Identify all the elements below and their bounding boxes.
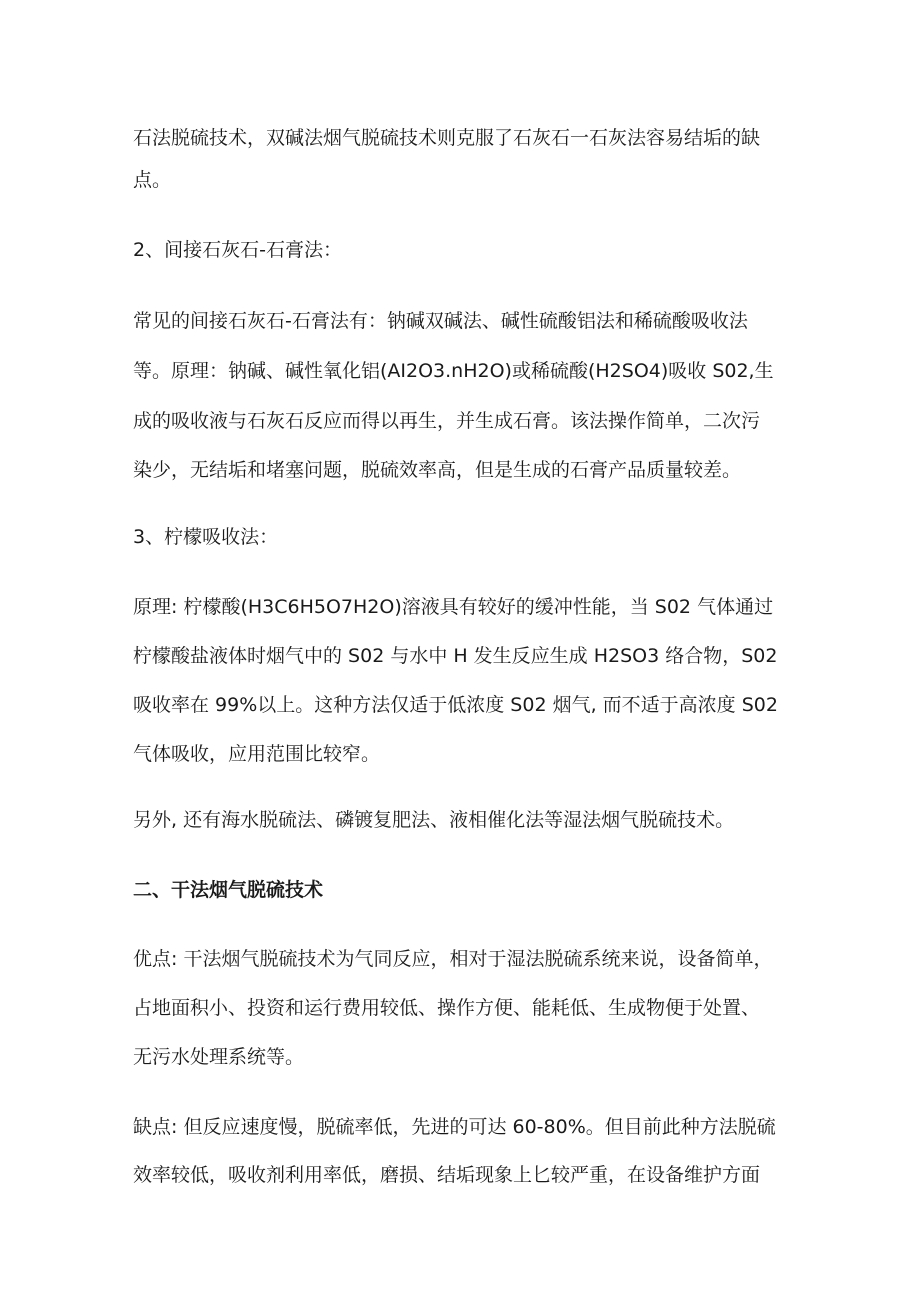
paragraph-line: 另外, 还有海水脱硫法、磷镀复肥法、液相催化法等湿法烟气脱硫技术。 bbox=[133, 809, 735, 831]
paragraph-line: 常见的间接石灰石-石膏法有：钠碱双碱法、碱性硫酸铝法和稀硫酸吸收法 bbox=[133, 310, 748, 332]
paragraph-line: 原理: 柠檬酸(H3C6H5O7H2O)溶液具有较好的缓冲性能，当 S02 气体通过 bbox=[133, 596, 774, 618]
paragraph-line: 成的吸收液与石灰石反应而得以再生，并生成石膏。该法操作简单，二次污 bbox=[133, 410, 761, 432]
paragraph-line: 点。 bbox=[133, 169, 172, 191]
section-heading: 二、干法烟气脱硫技术 bbox=[133, 879, 324, 901]
paragraph-line: 无污水处理系统等。 bbox=[133, 1046, 305, 1068]
paragraph-line: 缺点: 但反应速度慢，脱硫率低，先进的可达 60-80%。但目前此种方法脱硫 bbox=[133, 1116, 776, 1138]
paragraph-line: 吸收率在 99%以上。这种方法仅适于低浓度 S02 烟气, 而不适于高浓度 S02 bbox=[133, 694, 778, 716]
section-subheading: 3、柠檬吸收法： bbox=[133, 526, 279, 548]
section-subheading: 2、间接石灰石-石膏法： bbox=[133, 239, 342, 261]
paragraph-line: 染少，无结垢和堵塞问题，脱硫效率高，但是生成的石膏产品质量较差。 bbox=[133, 459, 742, 481]
paragraph-line: 占地面积小、投资和运行费用较低、操作方便、能耗低、生成物便于处置、 bbox=[133, 997, 761, 1019]
paragraph-line: 气体吸收，应用范围比较窄。 bbox=[133, 743, 381, 765]
paragraph-line: 优点: 干法烟气脱硫技术为气同反应，相对于湿法脱硫系统来说，设备简单， bbox=[133, 948, 773, 970]
paragraph-line: 等。原理：钠碱、碱性氧化铝(AI2O3.nH2O)或稀硫酸(H2SO4)吸收 S02,生 bbox=[133, 360, 774, 382]
paragraph-line: 石法脱硫技术，双碱法烟气脱硫技术则克服了石灰石一石灰法容易结垢的缺 bbox=[133, 127, 761, 149]
paragraph-line: 柠檬酸盐液体时烟气中的 S02 与水中 H 发生反应生成 H2SO3 络合物，S02 bbox=[133, 645, 778, 667]
paragraph-line: 效率较低，吸收剂利用率低，磨损、结垢现象上匕较严重，在设备维护方面 bbox=[133, 1164, 761, 1186]
